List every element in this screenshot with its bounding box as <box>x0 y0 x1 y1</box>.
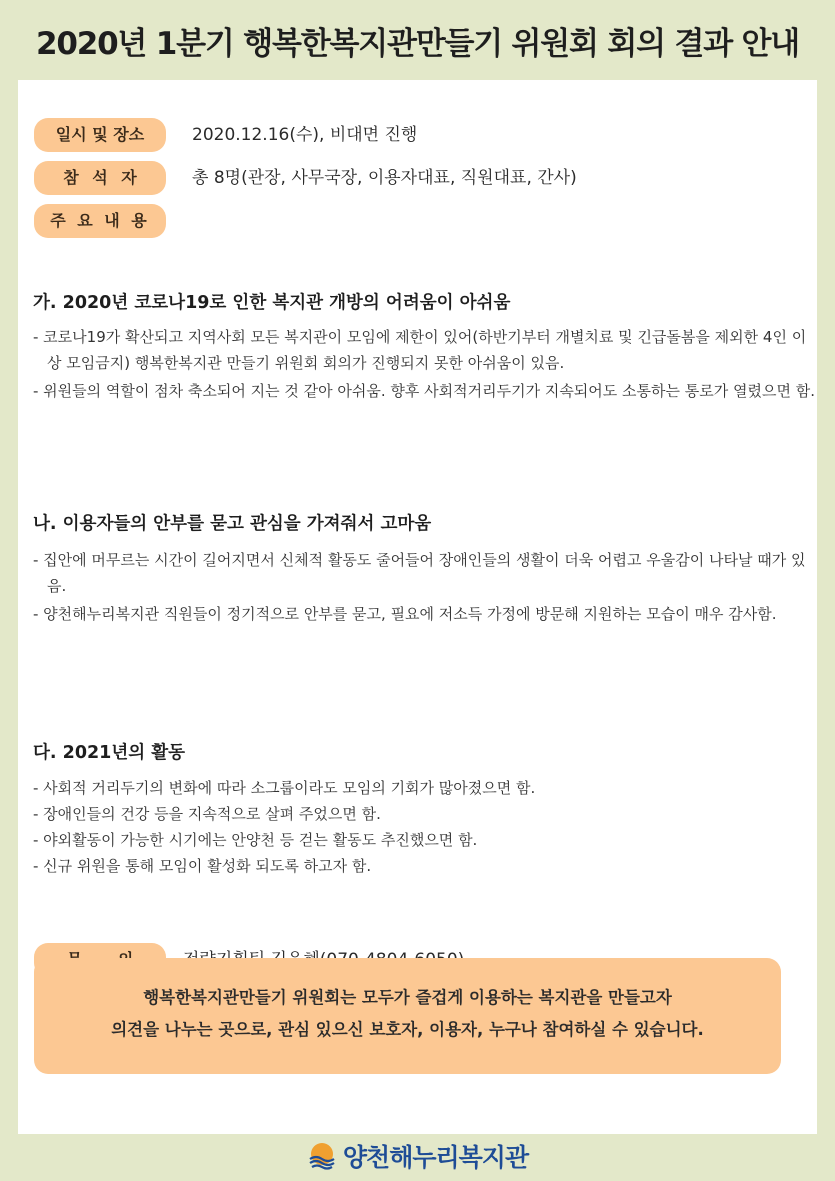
label-attendees: 참 석 자 <box>34 161 166 195</box>
list-item: - 신규 위원을 통해 모임이 활성화 되도록 하고자 함. <box>33 857 372 875</box>
page-title: 2020년 1분기 행복한복지관만들기 위원회 회의 결과 안내 <box>35 26 800 62</box>
list-item: - 위원들의 역할이 점차 축소되어 지는 것 같아 아쉬움. 향후 사회적거리두기가 지속되어도 소통하는 통로가 열렸으면 함. <box>33 382 815 400</box>
list-item: - 코로나19가 확산되고 지역사회 모든 복지관이 모임에 제한이 있어(하반기부터 개별치료 및 긴급돌봄을 제외한 4인 이상 모임금지) 행복한복지관 만들기 위원회 회의가 진행되지 못한 아쉬움이 있음. <box>33 328 807 372</box>
logo-text: 양천해누리복지관 <box>342 1143 529 1172</box>
sun-wave-logo-icon <box>307 1141 337 1171</box>
section-heading-a: 가. 2020년 코로나19로 인한 복지관 개방의 어려움이 아쉬움 <box>33 293 511 313</box>
notice-line-2: 의견을 나누는 곳으로, 관심 있으신 보호자, 이용자, 누구나 참여하실 수 있습니다. <box>111 1020 704 1039</box>
notice-line-1: 행복한복지관만들기 위원회는 모두가 즐겁게 이용하는 복지관을 만들고자 <box>143 988 672 1007</box>
label-main-content: 주 요 내 용 <box>34 204 166 238</box>
list-item: - 야외활동이 가능한 시기에는 안양천 등 걷는 활동도 추진했으면 함. <box>33 831 478 849</box>
list-item: - 장애인들의 건강 등을 지속적으로 살펴 주었으면 함. <box>33 805 381 823</box>
label-datetime-place: 일시 및 장소 <box>34 118 166 152</box>
notice-box <box>34 958 781 1074</box>
value-datetime-place: 2020.12.16(수), 비대면 진행 <box>192 125 418 145</box>
list-item: - 집안에 머무르는 시간이 길어지면서 신체적 활동도 줄어들어 장애인들의 생활이 더욱 어렵고 우울감이 나타날 때가 있음. <box>33 551 806 595</box>
list-item: - 양천해누리복지관 직원들이 정기적으로 안부를 묻고, 필요에 저소득 가정에 방문해 지원하는 모습이 매우 감사함. <box>33 605 777 623</box>
value-attendees: 총 8명(관장, 사무국장, 이용자대표, 직원대표, 간사) <box>192 168 577 188</box>
footer-logo <box>0 1136 835 1176</box>
section-heading-c: 다. 2021년의 활동 <box>33 743 186 763</box>
section-heading-b: 나. 이용자들의 안부를 묻고 관심을 가져줘서 고마움 <box>33 514 432 534</box>
list-item: - 사회적 거리두기의 변화에 따라 소그룹이라도 모임의 기회가 많아졌으면 함. <box>33 779 536 797</box>
